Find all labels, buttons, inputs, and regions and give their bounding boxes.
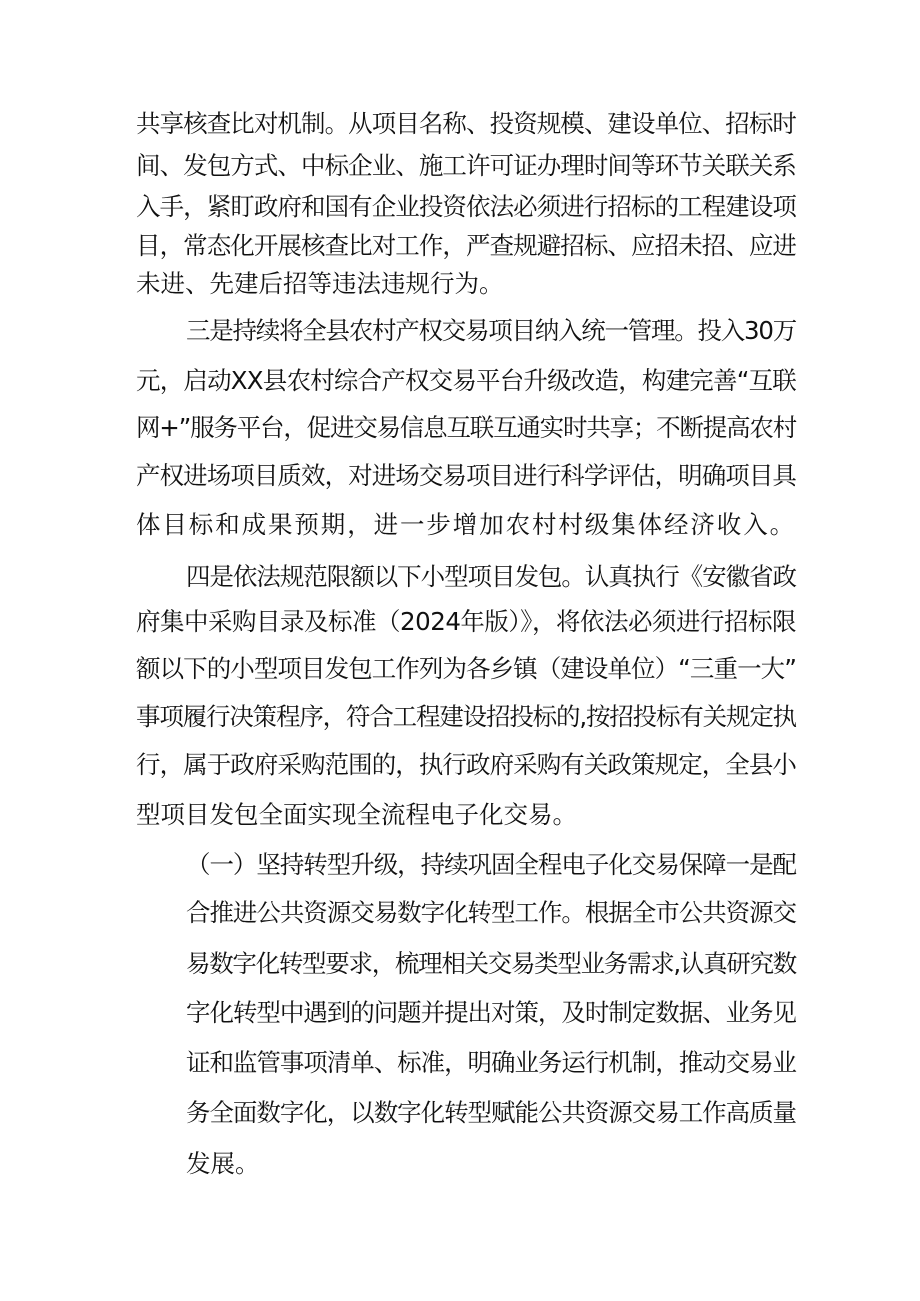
text-line: 网+”服务平台，促进交易信息互联互通实时共享；不断提高农村 <box>136 413 796 442</box>
text-line: 字化转型中遇到的问题并提出对策，及时制定数据、业务见 <box>186 998 796 1027</box>
text-line: 入手，紧盯政府和国有企业投资依法必须进行招标的工程建设项 <box>136 192 796 221</box>
text-line: 三是持续将全县农村产权交易项目纳入统一管理。投入30万 <box>186 316 796 345</box>
text-line: 共享核查比对机制。从项目名称、投资规模、建设单位、招标时 <box>136 109 796 138</box>
text-line: （一）坚持转型升级，持续巩固全程电子化交易保障一是配 <box>186 850 796 879</box>
text-line: 额以下的小型项目发包工作列为各乡镇（建设单位）“三重一大” <box>136 654 796 683</box>
text-line: 目，常态化开展核查比对工作，严查规避招标、应招未招、应进 <box>136 231 796 260</box>
text-line: 合推进公共资源交易数字化转型工作。根据全市公共资源交 <box>186 898 796 927</box>
text-line: 证和监管事项清单、标准，明确业务运行机制，推动交易业 <box>186 1048 796 1077</box>
text-line: 发展。 <box>186 1149 260 1178</box>
text-line: 务全面数字化，以数字化转型赋能公共资源交易工作高质量 <box>186 1098 796 1127</box>
text-line: 元，启动XX县农村综合产权交易平台升级改造，构建完善“互联 <box>136 366 796 395</box>
text-line: 易数字化转型要求，梳理相关交易类型业务需求,认真研究数 <box>186 949 796 978</box>
text-line: 四是依法规范限额以下小型项目发包。认真执行《安徽省政 <box>186 562 796 591</box>
text-line: 未进、先建后招等违法违规行为。 <box>136 269 504 298</box>
text-line: 间、发包方式、中标企业、施工许可证办理时间等环节关联关系 <box>136 151 796 180</box>
text-line: 体目标和成果预期，进一步增加农村村级集体经济收入。 <box>136 510 796 539</box>
text-line: 行，属于政府采购范围的，执行政府采购有关政策规定，全县小 <box>136 750 796 779</box>
text-line: 府集中采购目录及标准（2024年版）》，将依法必须进行招标限 <box>136 607 796 636</box>
text-line: 事项履行决策程序，符合工程建设招投标的,按招投标有关规定执 <box>136 702 796 731</box>
text-line: 型项目发包全面实现全流程电子化交易。 <box>136 800 577 829</box>
text-line: 产权进场项目质效，对进场交易项目进行科学评估，明确项目具 <box>136 461 796 490</box>
